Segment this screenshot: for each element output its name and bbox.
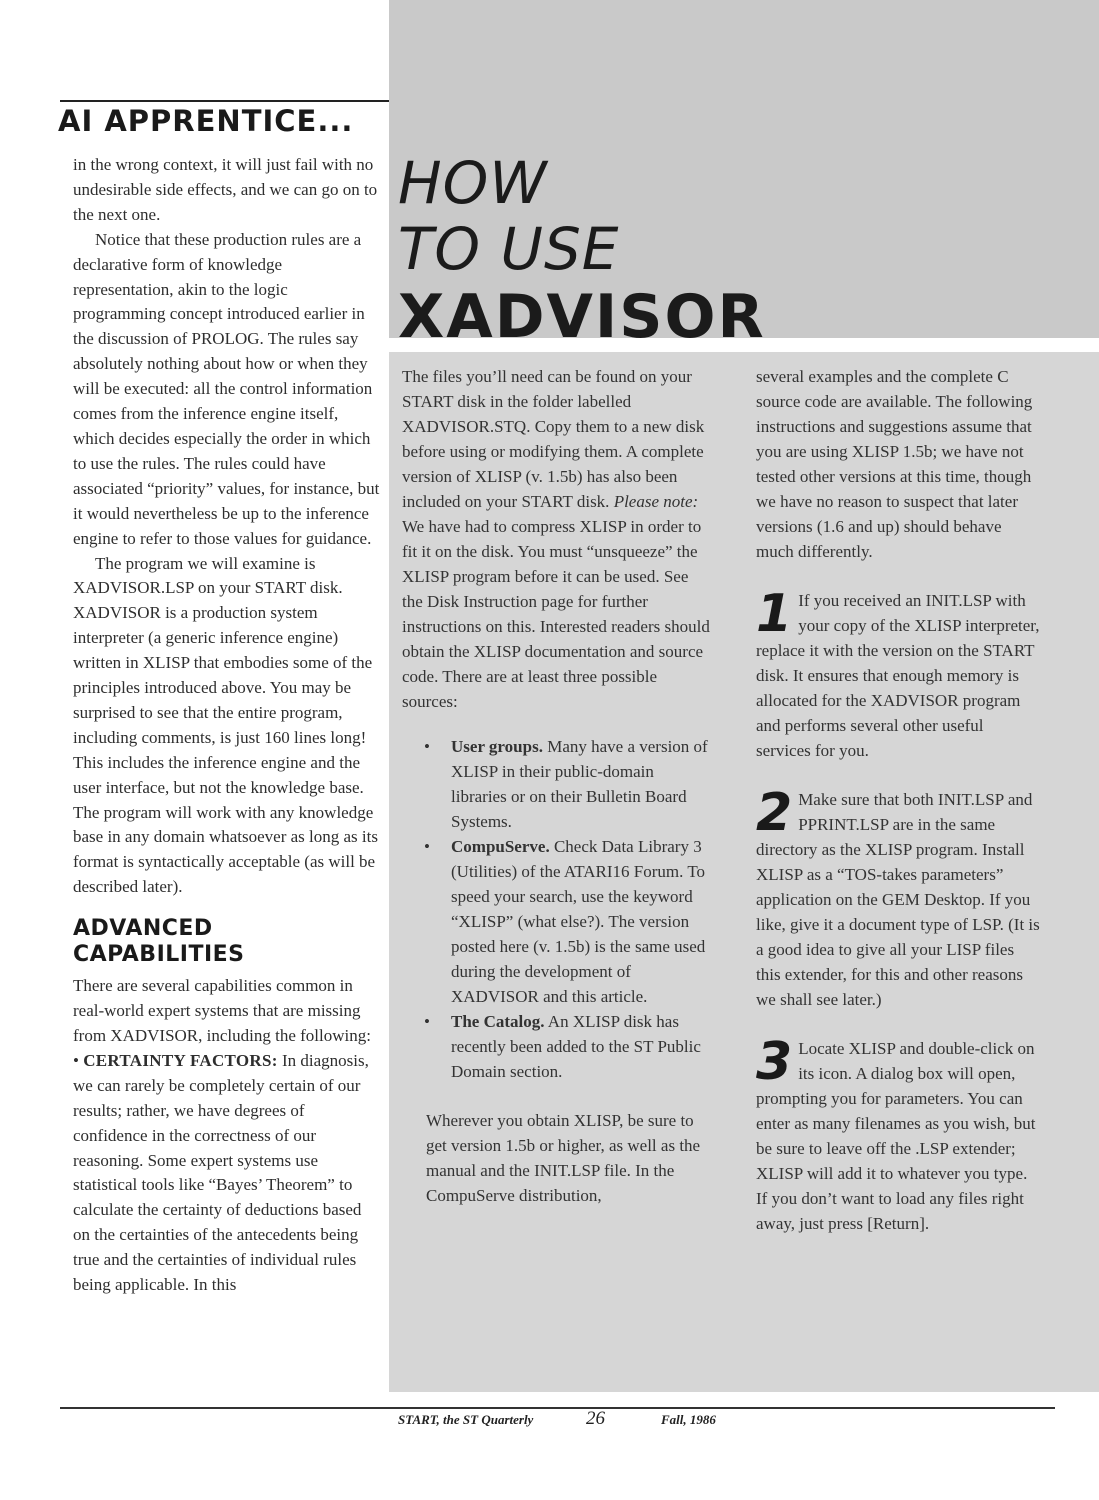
title-line: TO USE bbox=[398, 215, 620, 283]
section-rule bbox=[60, 100, 389, 102]
bullet-label: CERTAINTY FACTORS: bbox=[83, 1050, 278, 1070]
step-1 bbox=[756, 584, 1041, 763]
sidebar-right-column bbox=[756, 364, 1041, 1236]
step-3 bbox=[756, 1032, 1041, 1236]
bullet-dot: • bbox=[424, 837, 430, 856]
list-item-label: The Catalog. bbox=[451, 1012, 545, 1031]
list-item-label: CompuServe. bbox=[451, 837, 550, 856]
step-number: 3 bbox=[756, 1032, 793, 1092]
sidebar-middle-column bbox=[402, 364, 710, 1208]
bullet-paragraph: • CERTAINTY FACTORS: In diagnosis, we can rarely be completely certain of our results; rather, we have degrees of confidence in the correctness of our reasoning. Some expert systems use statistical tools like “Bayes’ Theorem” to calculate the certainty of deductions based on the certainties of the antecedents being true and the certainties of individual rules being applicable. In this bbox=[73, 1050, 369, 1295]
list-item bbox=[424, 734, 710, 834]
paragraph: There are several capabilities common in real-world expert systems that are missing from XADVISOR, including the following: bbox=[73, 976, 371, 1045]
title-line: HOW bbox=[398, 149, 548, 217]
subheading bbox=[73, 916, 381, 968]
subheading-line: ADVANCED bbox=[73, 916, 213, 942]
note-text: We have had to compress XLISP in order to fit it on the disk. You must “unsqueeze” the XLISP program before it can be used. See the Disk Instruction page for further instructions on this. Interested readers should obtain the XLISP documentation and source code. There are at least three possible sources: bbox=[402, 517, 710, 711]
list-item-text: An XLISP disk has recently been added to the ST Public Domain section. bbox=[451, 1012, 701, 1081]
paragraph: The program we will examine is XADVISOR.LSP on your START disk. XADVISOR is a production system interpreter (a generic inference engine) written in XLISP that embodies some of the principles introduced above. You may be surprised to see that the entire program, including comments, is just 160 lines long! This includes the inference engine and the user interface, but not the knowledge base. The program will work with any knowledge base in any domain whatsoever as long as its format is syntactically acceptable (as will be described later). bbox=[73, 553, 378, 897]
bullet-dot: • bbox=[424, 1012, 430, 1031]
section-heading: AI APPRENTICE... bbox=[58, 104, 354, 138]
subheading-line: CAPABILITIES bbox=[73, 942, 245, 968]
intro-text: The files you’ll need can be found on your START disk in the folder labelled XADVISOR.STQ. Copy them to a new disk before using or modifying them. A complete version of XLISP (v. 1.5b) has also been included on your START disk. bbox=[402, 367, 705, 511]
step-number: 1 bbox=[756, 584, 793, 644]
left-column bbox=[73, 153, 381, 1298]
step-text: If you received an INIT.LSP with your copy of the XLISP interpreter, replace it with the version on the START disk. It ensures that enough memory is allocated for the XADVISOR program and performs several other useful services for you. bbox=[756, 591, 1040, 760]
step-text: Locate XLISP and double-click on its icon. A dialog box will open, prompting you for parameters. You can enter as many filenames as you wish, but be sure to leave off the .LSP extender; XLISP will add it to whatever you type. If you don’t want to load any files right away, just press [Return]. bbox=[756, 1039, 1036, 1233]
list-item bbox=[424, 834, 710, 1009]
title-line: XADVISOR bbox=[398, 282, 766, 352]
paragraph: Notice that these production rules are a declarative form of knowledge representation, akin to the logic programming concept introduced earlier in the discussion of PROLOG. The rules say absolutely nothing about how or when they will be executed: all the control information comes from the inference engine itself, which decides especially the order in which to use the rules. The rules could have associated “priority” values, for instance, but it would nevertheless be up to the inference engine to refer to those values for guidance. bbox=[73, 229, 380, 548]
list-item-label: User groups. bbox=[451, 737, 543, 756]
footer-publication: START, the ST Quarterly bbox=[398, 1412, 534, 1427]
closing-paragraph: Wherever you obtain XLISP, be sure to get version 1.5b or higher, as well as the manual and the INIT.LSP file. In the CompuServe distribution, bbox=[426, 1111, 701, 1205]
paragraph: in the wrong context, it will just fail with no undesirable side effects, and we can go on to the next one. bbox=[73, 155, 378, 224]
page-number: 26 bbox=[586, 1408, 605, 1429]
bullet-dot: • bbox=[424, 737, 430, 756]
step-number: 2 bbox=[756, 783, 793, 843]
sidebar-title bbox=[398, 150, 766, 352]
closing-paragraph-continued: several examples and the complete C source code are available. The following instructions and suggestions assume that you are using XLISP 1.5b; we have not tested other versions at this time, though we have no reason to suspect that later versions (1.6 and up) should behave much differently. bbox=[756, 367, 1033, 561]
list-item bbox=[424, 1009, 710, 1084]
footer-rule bbox=[60, 1407, 1055, 1409]
list-item-text: Many have a version of XLISP in their public-domain libraries or on their Bulletin Board Systems. bbox=[451, 737, 708, 831]
bullet-text: In diagnosis, we can rarely be completely certain of our results; rather, we have degrees of confidence in the correctness of our reasoning. Some expert systems use statistical tools like “Bayes’ Theorem” to calculate the certainty of deductions based on the certainties of the antecedents being true and the certainties of individual rules being applicable. In this bbox=[73, 1050, 369, 1295]
step-text: Make sure that both INIT.LSP and PPRINT.LSP are in the same directory as the XLISP program. Install XLISP as a “TOS-takes parameters” application on the GEM Desktop. If you like, give it a document type of LSP. (It is a good idea to give all your LISP files this extender, for this and other reasons we shall see later.) bbox=[756, 790, 1040, 1009]
footer-date: Fall, 1986 bbox=[661, 1412, 716, 1427]
step-2 bbox=[756, 783, 1041, 1012]
list-item-text: Check Data Library 3 (Utilities) of the ATARI16 Forum. To speed your search, use the keyword “XLISP” (what else?). The version posted here (v. 1.5b) is the same used during the development of XADVISOR and this article. bbox=[451, 837, 706, 1006]
note-label: Please note: bbox=[613, 492, 699, 511]
paragraph bbox=[402, 364, 710, 714]
source-list bbox=[402, 734, 710, 1084]
